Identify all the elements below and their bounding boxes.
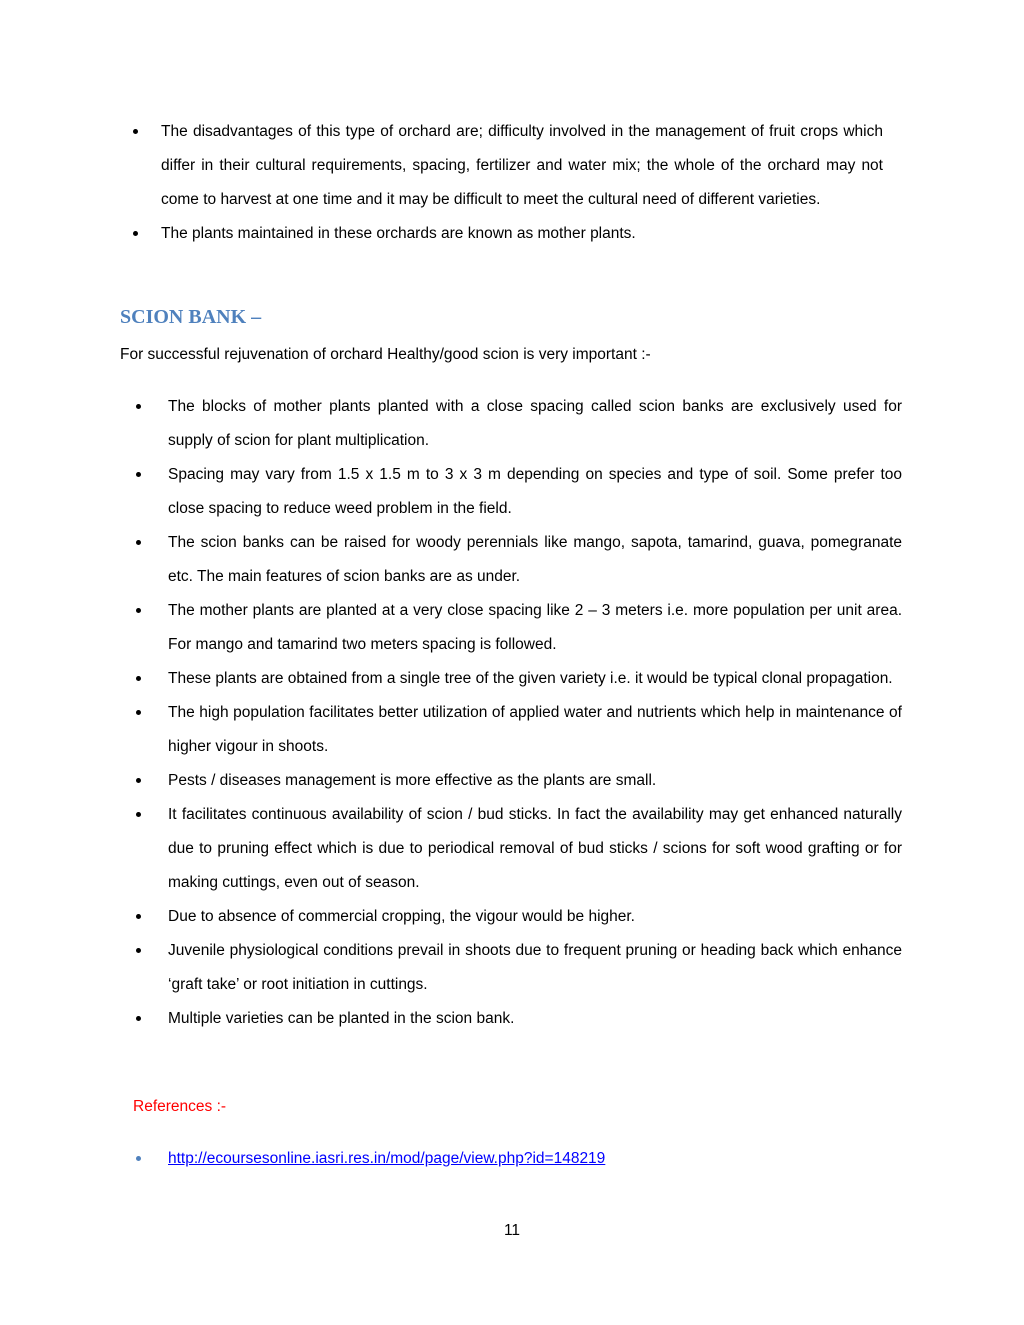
reference-link[interactable]: http://ecoursesonline.iasri.res.in/mod/page/view.php?id=148219: [168, 1150, 606, 1167]
list-item: [168, 662, 902, 696]
bullet-icon: [136, 608, 141, 613]
list-item: [168, 934, 902, 1002]
bullet-icon: [133, 231, 138, 236]
bullet-icon: [136, 914, 141, 919]
list-item: [168, 390, 902, 458]
list-item-text: These plants are obtained from a single tree of the given variety i.e. it would be typical clonal propagation.: [168, 670, 893, 687]
list-item: [168, 458, 902, 526]
list-item-text: Multiple varieties can be planted in the scion bank.: [168, 1010, 515, 1027]
reference-list: [168, 1142, 902, 1176]
list-item-text: Spacing may vary from 1.5 x 1.5 m to 3 x 3 m depending on species and type of soil. Some prefer too close spacing to reduce weed problem in the field.: [168, 466, 902, 517]
list-item-text: The plants maintained in these orchards are known as mother plants.: [161, 225, 636, 242]
list-item-text: Pests / diseases management is more effective as the plants are small.: [168, 772, 657, 789]
list-item: [161, 115, 883, 217]
list-item: [168, 764, 902, 798]
list-item: [168, 526, 902, 594]
list-item-text: The mother plants are planted at a very close spacing like 2 – 3 meters i.e. more population per unit area. For mango and tamarind two meters spacing is followed.: [168, 602, 902, 653]
references-heading: References :-: [133, 1098, 227, 1115]
page-number: 11: [503, 1222, 521, 1239]
bullet-icon: [136, 676, 141, 681]
list-item-text: The disadvantages of this type of orchard are; difficulty involved in the management of fruit crops which differ in their cultural requirements, spacing, fertilizer and water mix; the whole of the orchard may not come to harvest at one time and it may be difficult to meet the cultural need of different varieties.: [161, 123, 883, 208]
list-item: [168, 1002, 902, 1036]
list-item: [168, 798, 902, 900]
list-item-text: Due to absence of commercial cropping, the vigour would be higher.: [168, 908, 635, 925]
list-item-text: The scion banks can be raised for woody perennials like mango, sapota, tamarind, guava, pomegranate etc. The main features of scion banks are as under.: [168, 534, 902, 585]
bullet-icon: [136, 1016, 141, 1021]
list-item-text: Juvenile physiological conditions prevail in shoots due to frequent pruning or heading back which enhance ‘graft take’ or root initiation in cuttings.: [168, 942, 902, 993]
bullet-icon: [136, 540, 141, 545]
list-item: [168, 594, 902, 662]
scion-bank-bullet-list: [168, 390, 902, 1036]
list-item: [161, 217, 883, 251]
list-item: [168, 1142, 902, 1176]
list-item: [168, 696, 902, 764]
bullet-icon: [136, 812, 141, 817]
section-heading: SCION BANK –: [120, 306, 262, 328]
bullet-icon: [136, 710, 141, 715]
section-intro: For successful rejuvenation of orchard Healthy/good scion is very important :-: [120, 346, 651, 363]
bullet-icon: [136, 778, 141, 783]
list-item-text: It facilitates continuous availability of scion / bud sticks. In fact the availability may get enhanced naturally due to pruning effect which is due to periodical removal of bud sticks / scions for soft wood grafting or for making cuttings, even out of season.: [168, 806, 902, 891]
list-item: [168, 900, 902, 934]
list-item-text: The high population facilitates better utilization of applied water and nutrients which help in maintenance of higher vigour in shoots.: [168, 704, 902, 755]
bullet-icon: [136, 472, 141, 477]
top-bullet-list: [161, 115, 883, 251]
bullet-icon: [133, 129, 138, 134]
list-item-text: The blocks of mother plants planted with a close spacing called scion banks are exclusively used for supply of scion for plant multiplication.: [168, 398, 902, 449]
bullet-icon: [136, 1156, 141, 1161]
bullet-icon: [136, 948, 141, 953]
bullet-icon: [136, 404, 141, 409]
